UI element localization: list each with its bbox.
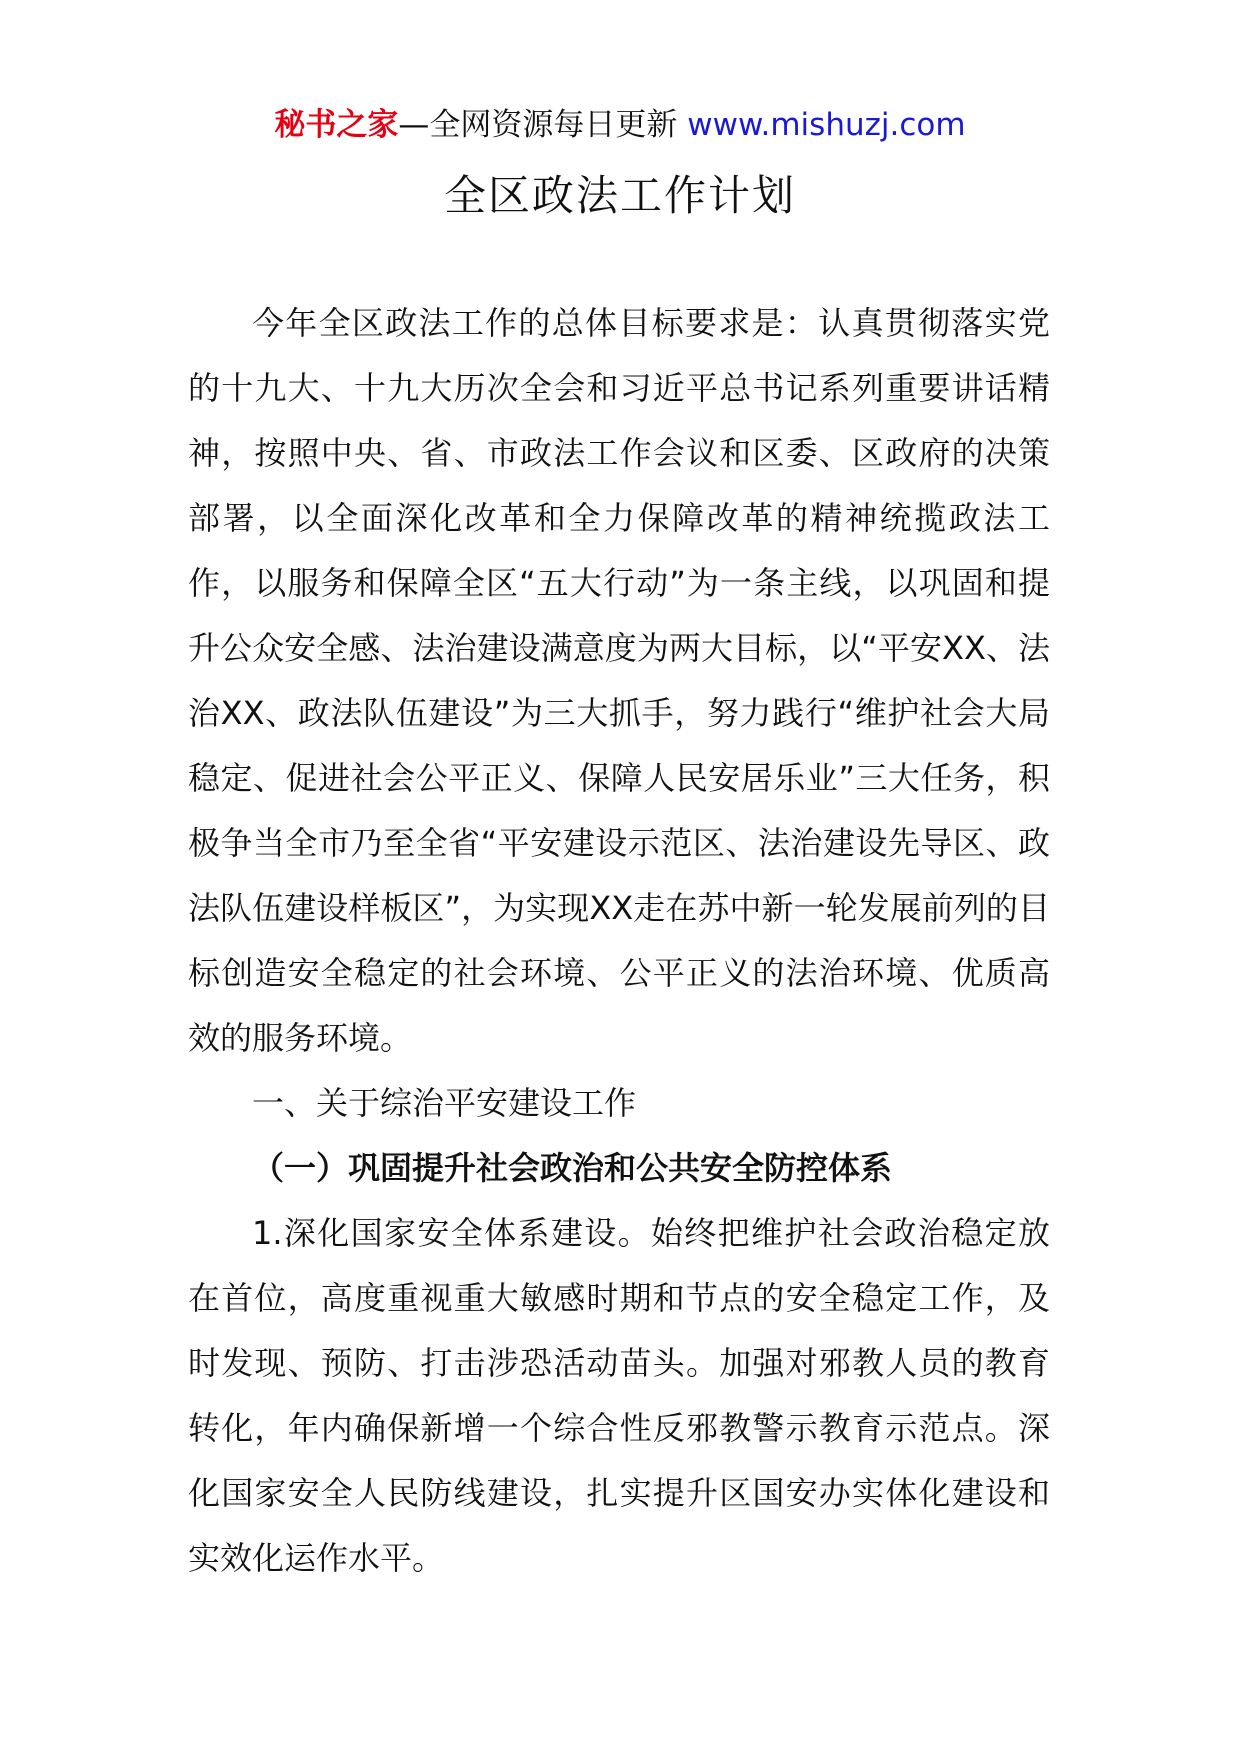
subsection-heading: （一）巩固提升社会政治和公共安全防控体系 [252,1149,893,1187]
section-heading: 一、关于综治平安建设工作 [252,1084,637,1122]
intro-paragraph: 今年全区政法工作的总体目标要求是：认真贯彻落实党的十九大、十九大历次全会和习近平总书记系列重要讲话精神，按照中央、省、市政法工作会议和区委、区政府的决策部署，以全面深化改革和全力保障改革的精神统揽政法工作，以服务和保障全区“五大行动”为一条主线，以巩固和提升公众安全感、法治建设满意度为两大目标，以“平安XX、法治XX、政法队伍建设”为三大抓手，努力践行“维护社会大局稳定、促进社会公平正义、保障人民安居乐业”三大任务，积极争当全市乃至全省“平安建设示范区、法治建设先导区、政法队伍建设样板区”，为实现XX走在苏中新一轮发展前列的目标创造安全稳定的社会环境、公平正义的法治环境、优质高效的服务环境。 [188,304,1050,1057]
site-url-link[interactable]: www.mishuzj.com [687,107,966,143]
document-body [188,291,1050,1591]
brand-name: 秘书之家 [274,107,399,143]
watermark-header [0,98,1240,152]
item-paragraph: 1.深化国家安全体系建设。始终把维护社会政治稳定放在首位，高度重视重大敏感时期和节点的安全稳定工作，及时发现、预防、打击涉恐活动苗头。加强对邪教人员的教育转化，年内确保新增一个综合性反邪教警示教育示范点。深化国家安全人民防线建设，扎实提升区国安办实体化建设和实效化运作水平。 [188,1214,1050,1577]
header-tagline: —全网资源每日更新 [398,107,688,143]
document-title: 全区政法工作计划 [443,171,796,220]
